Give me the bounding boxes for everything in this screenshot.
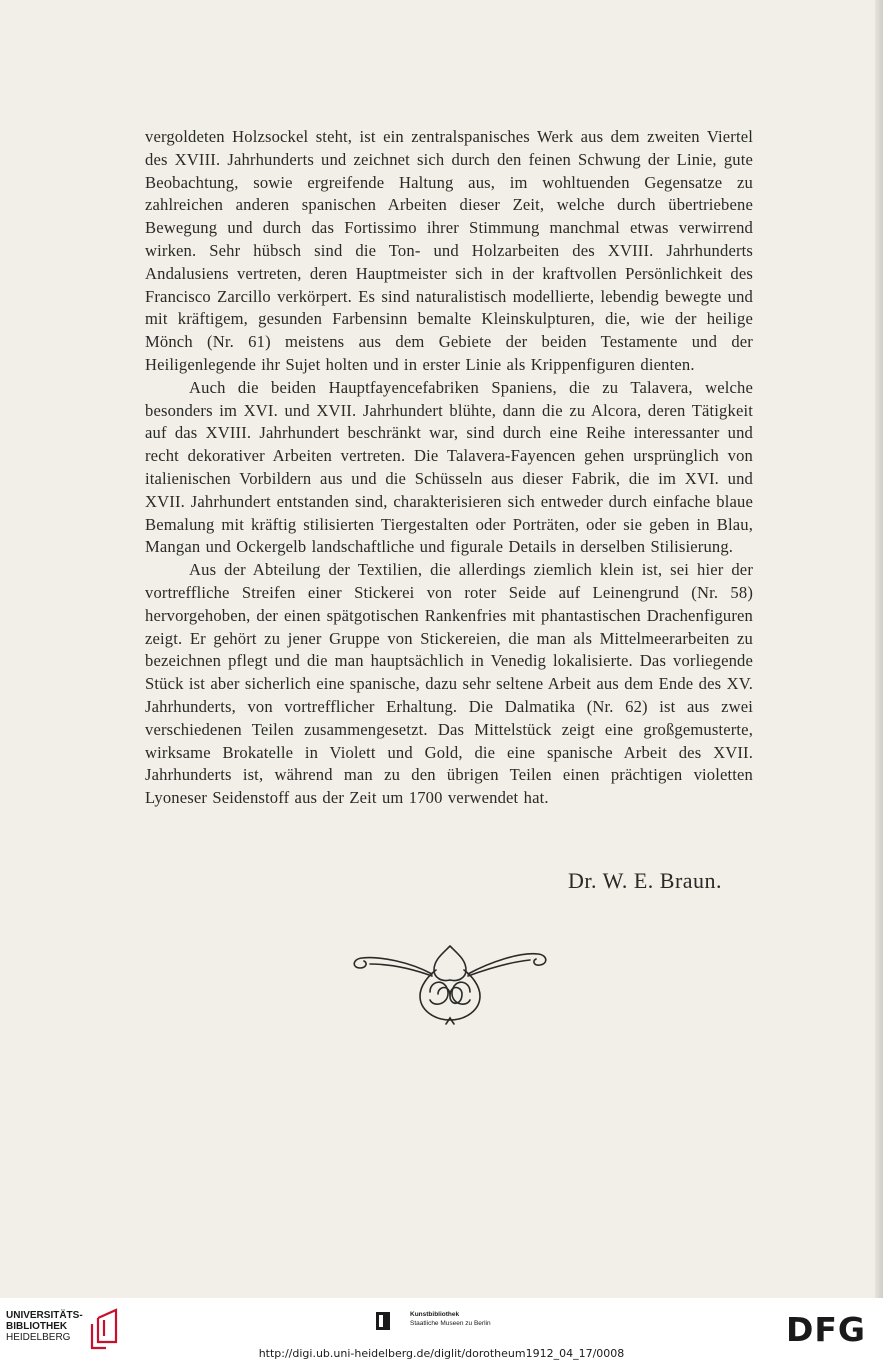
body-text xyxy=(145,126,753,810)
library-line-2: BIBLIOTHEK xyxy=(6,1321,68,1332)
author-signature: Dr. W. E. Braun. xyxy=(568,868,723,893)
ub-heidelberg-logo-icon xyxy=(86,1306,122,1350)
footer-bar xyxy=(0,1298,883,1363)
paragraph-3: Aus der Abteilung der Textilien, die allerdings ziemlich klein ist, sei hier der vortreffliche Streifen einer Stickerei von roter Seide auf Leinengrund (Nr. 58) hervorgehoben, der einen spätgotischen Rankenfries mit phantastischen Drachenfiguren zeigt. Er gehört zu jener Gruppe von Stickereien, die man als Mittelmeerarbeiten zu bezeichnen pflegt und die man hauptsächlich in Venedig lokalisierte. Das vorliegende Stück ist aber sicherlich eine spanische, dazu sehr seltene Arbeit aus dem Ende des XV. Jahrhunderts, von vortrefflicher Erhaltung. Die Dalmatika (Nr. 62) ist aus zwei verschiedenen Teilen zusammengesetzt. Das Mittelstück zeigt eine großgemusterte, wirksame Brokatelle in Violett und Gold, die eine spanische Arbeit des XVII. Jahrhunderts ist, während man zu den übrigen Teilen einen prächtigen violetten Lyoneser Seidenstoff aus der Zeit um 1700 verwendet hat. xyxy=(145,560,753,808)
kunstbibliothek-text xyxy=(410,1310,491,1328)
kb-line-2: Staatliche Museen zu Berlin xyxy=(410,1320,491,1327)
kunstbibliothek-logo-icon xyxy=(376,1312,390,1330)
permalink-url[interactable]: http://digi.ub.uni-heidelberg.de/diglit/dorotheum1912_04_17/0008 xyxy=(258,1347,625,1360)
paragraph-2: Auch die beiden Hauptfayencefabriken Spaniens, die zu Talavera, welche besonders im XVI. und XVII. Jahrhundert blühte, dann die zu Alcora, deren Tätigkeit auf das XVIII. Jahrhundert beschränkt war, sind durch eine Reihe interessanter und recht dekorativer Arbeiten vertreten. Die Talavera-Fayencen gehen ursprünglich von italienischen Vorbildern aus und die Schüsseln aus dieser Fabrik, die im XVI. und XVII. Jahrhundert entstanden sind, charakterisieren sich entweder durch einfache blaue Bemalung mit kräftig stilisierten Tiergestalten oder Porträten, oder sie geben in Blau, Mangan und Ockergelb landschaftliche und figurale Details in derselben Stilisierung. xyxy=(145,377,753,557)
page-edge-shadow xyxy=(875,0,883,1298)
paragraph-1: vergoldeten Holzsockel steht, ist ein zentralspanisches Werk aus dem zweiten Viertel des XVIII. Jahrhunderts und zeichnet sich durch den feinen Schwung der Linie, gute Beobachtung, sowie ergreifende Haltung aus, im wohltuenden Gegensatze zu zahlreichen anderen spanischen Arbeiten dieser Zeit, welche durch übertriebene Bewegung und durch das Fortissimo ihrer Stimmung manchmal etwas verwirrend wirken. Sehr hübsch sind die Ton- und Holzarbeiten des XVIII. Jahrhunderts Andalusiens vertreten, deren Hauptmeister sich in der kraftvollen Persönlichkeit des Francisco Zarcillo verkörpert. Es sind naturalistisch modellierte, lebendig bewegte und mit kräftigem, gesunden Farbensinn bemalte Kleinskulpturen, die, wie der heilige Mönch (Nr. 61) meistens aus dem Gebiete der beiden Testamente und der Heiligenlegende ihr Sujet holten und in erster Linie als Krippenfiguren dienten. xyxy=(145,127,753,374)
decorative-ornament-icon xyxy=(350,940,550,1028)
library-name xyxy=(6,1310,83,1343)
library-line-1: UNIVERSITÄTS- xyxy=(6,1310,83,1321)
dfg-logo: DFG xyxy=(786,1310,867,1349)
library-line-3: HEIDELBERG xyxy=(6,1332,71,1343)
kb-line-1: Kunstbibliothek xyxy=(410,1311,460,1318)
